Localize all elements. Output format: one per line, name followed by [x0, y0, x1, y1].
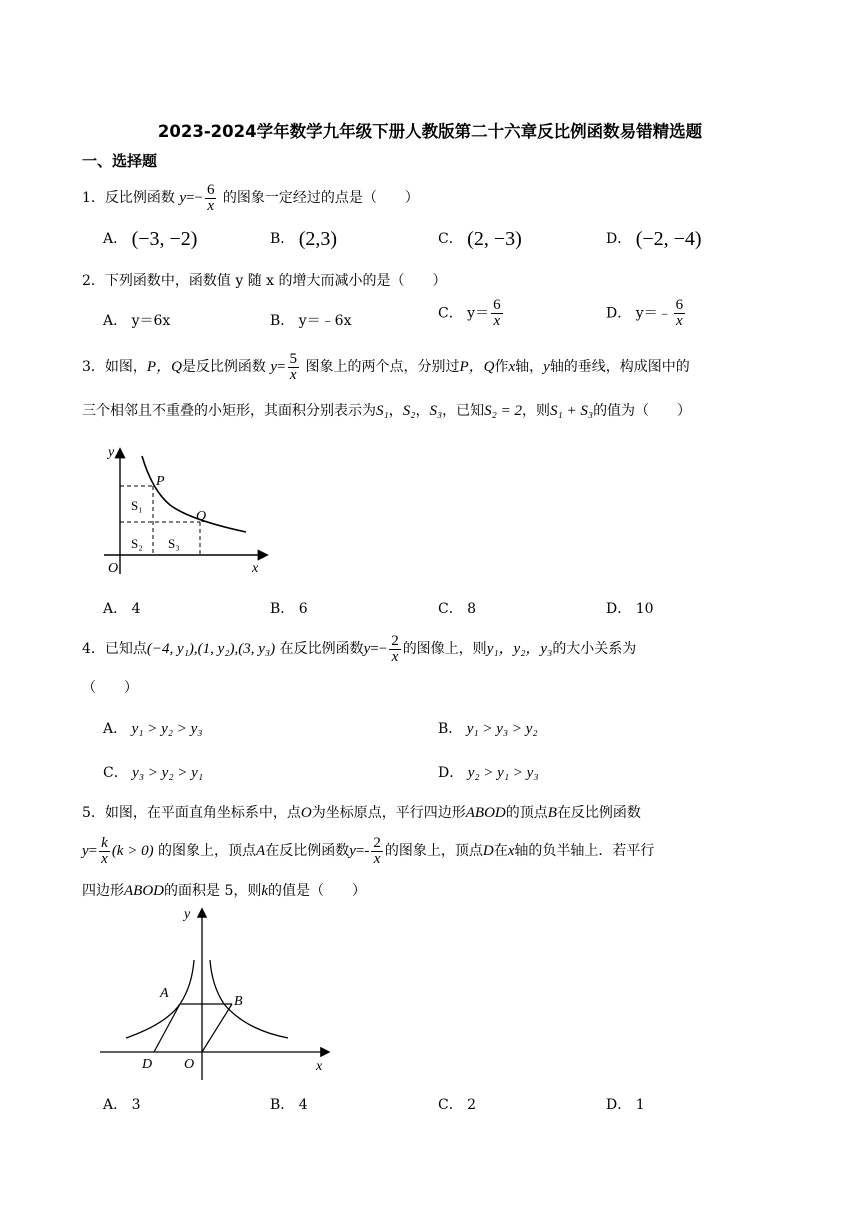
q1-option-c[interactable]: C． (2, −3): [438, 228, 522, 250]
svg-text:y: y: [108, 445, 115, 460]
q5-option-b[interactable]: B． 4: [270, 1097, 308, 1113]
svg-text:x: x: [316, 1059, 323, 1074]
q3-option-a[interactable]: A． 4: [103, 601, 141, 617]
question-5-line-1: 5．如图，在平面直角坐标系中，点O为坐标原点，平行四边形ABOD的顶点B在反比例函数: [82, 805, 641, 821]
q4-option-b[interactable]: B． y₁ > y₃ > y₂: [438, 721, 538, 737]
q2-option-a[interactable]: A． y＝6x: [103, 313, 171, 329]
question-1: 1．反比例函数 y=− $\frac{6}{x}$ 的图象一定经过的点是（ ）: [82, 182, 419, 214]
question-3-line-1: 3．如图，P，Q是反比例函数 y= $\frac{5}{x}$ 图象上的两个点，分别过P，Q作x轴，y轴的垂线，构成图中的: [82, 351, 690, 383]
question-4: 4．已知点(−4, y₁),(1, y₂),(3, y₃) 在反比例函数y=− $\frac{2}{x}$ 的图像上，则y₁，y₂，y₃的大小关系为: [82, 633, 637, 665]
svg-text:y: y: [184, 907, 191, 922]
q1-option-a[interactable]: A． (−3, −2): [103, 228, 198, 250]
q1-option-d[interactable]: D． (−2, −4): [606, 228, 702, 250]
question-2: 2．下列函数中，函数值 y 随 x 的增大而减小的是（ ）: [82, 273, 447, 289]
q4-option-a[interactable]: A． y₁ > y₂ > y₃: [103, 721, 203, 737]
question-3-line-2: 三个相邻且不重叠的小矩形，其面积分别表示为S₁，S₂，S₃，已知S₂ = 2，则S₁ + S₃的值为（ ）: [82, 403, 692, 419]
q3-option-b[interactable]: B． 6: [270, 601, 308, 617]
question-4-paren: （ ）: [82, 680, 138, 696]
q5-option-d[interactable]: D． 1: [606, 1097, 645, 1113]
q2-option-d[interactable]: D． y＝﹣ $\frac{6}{x}$: [606, 297, 684, 329]
svg-text:S₁: S₁: [131, 498, 143, 513]
q1-option-b[interactable]: B． (2,3): [270, 228, 338, 250]
right-hyperbola: [210, 960, 288, 1038]
svg-text:S₂: S₂: [131, 536, 143, 551]
q1-equation: y=− $\frac{6}{x}$: [179, 182, 215, 214]
hyperbola-curve: [142, 456, 246, 532]
svg-text:x: x: [252, 561, 259, 576]
svg-text:B: B: [234, 994, 243, 1009]
svg-text:S₃: S₃: [168, 536, 180, 551]
q3-figure: [100, 440, 280, 578]
svg-text:D: D: [142, 1057, 153, 1072]
svg-text:O: O: [184, 1057, 195, 1072]
section-heading: 一、选择题: [82, 152, 158, 170]
question-5-line-3: 四边形ABOD的面积是 5，则k的值是（ ）: [82, 883, 367, 899]
q3-option-c[interactable]: C． 8: [438, 601, 477, 617]
q2-option-c[interactable]: C． y＝ $\frac{6}{x}$: [438, 297, 501, 329]
svg-text:P: P: [156, 474, 165, 489]
q2-option-b[interactable]: B． y＝﹣6x: [270, 313, 352, 329]
q5-option-c[interactable]: C． 2: [438, 1097, 477, 1113]
q3-option-d[interactable]: D． 10: [606, 601, 654, 617]
q4-option-d[interactable]: D． y₂ > y₁ > y₃: [438, 765, 539, 781]
q4-option-c[interactable]: C． y₃ > y₂ > y₁: [103, 765, 204, 781]
q5-figure: [96, 902, 336, 1082]
svg-text:Q: Q: [196, 509, 207, 524]
question-5-line-2: y= $\frac{k}{x}$ (k > 0) 的图象上，顶点A在反比例函数y=- $\frac{2}{x}$ 的图象上，顶点D在x轴的负半轴上．若平行: [82, 835, 655, 867]
svg-text:O: O: [108, 561, 119, 576]
q5-option-a[interactable]: A． 3: [103, 1097, 141, 1113]
page-title: 2023-2024学年数学九年级下册人教版第二十六章反比例函数易错精选题: [157, 122, 703, 141]
svg-text:A: A: [160, 986, 169, 1001]
